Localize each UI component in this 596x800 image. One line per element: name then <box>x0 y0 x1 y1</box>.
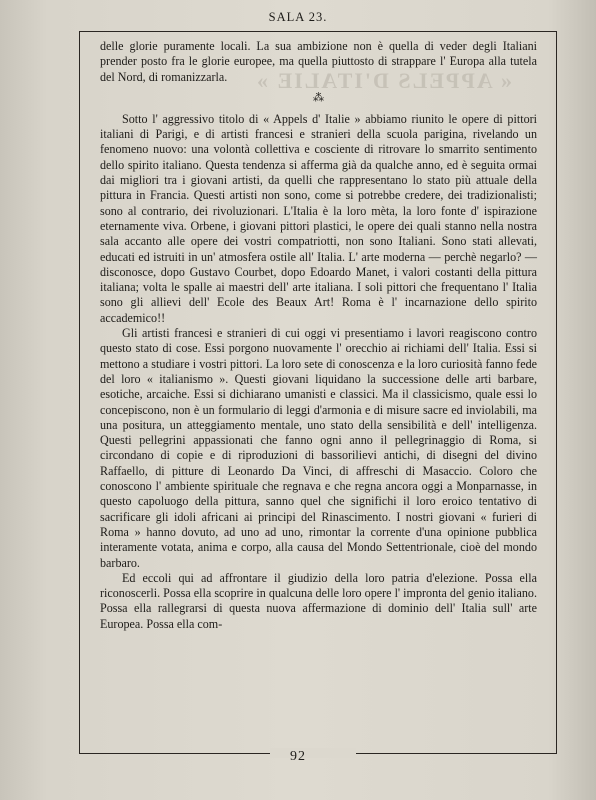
paragraph-3: Gli artisti francesi e stranieri di cui oggi vi presentiamo i lavori reagiscono contro questo stato di cose. Essi porgono nuovamente l' orecchio ai richiami dell' Italia. Essi si mettono a studiare i vostri pittori. La loro sete di conoscenza e la loro curiosità fanno fede del loro « italianismo ». Questi giovani liquidano la successione delle arti barbare, esotiche, arcaiche. Essi si dichiarano umanisti e classici. Ma il classicismo, quale essi lo concepiscono, non è un formulario di leggi d'armonia e di misure sacre ed inviolabili, ma una positura, un atteggiamento mentale, uno stato della sensibilità e dell' intelligenza. Questi pellegrini appassionati che fanno ogni anno il pellegrinaggio di Roma, si circondano di copie e di riproduzioni di bassorilievi antichi, di disegni del divino Raffaello, di pitture di Leonardo Da Vinci, di affreschi di Masaccio. Coloro che conoscono l' ambiente spirituale che regnava e che regna ancora oggi a Monparnasse, in questo capoluogo della pittura, sanno quel che significhi il loro eroico tentativo di sacrificare gli idoli africani ai principi del Rinascimento. I nostri giovani « furieri di Roma » hanno dovuto, ad uno ad uno, rimontar la corrente d'una opinione pubblica interamente votata, anima e corpo, alla causa del Mondo Settentrionale, cioè del mondo barbaro. <box>100 326 537 570</box>
section-asterism: ⁂ <box>313 91 324 104</box>
bleed-through-text: « APPELS D'ITALIE » <box>255 68 513 93</box>
body-text <box>100 39 537 632</box>
paragraph-1: delle glorie puramente locali. La sua ambizione non è quella di veder degli Italiani prender posto fra le glorie europee, ma quella piuttosto di strappare l' Europa alla tutela del Nord, di romanizzarla. <box>100 39 537 84</box>
paragraph-4: Ed eccoli qui ad affrontare il giudizio della loro patria d'elezione. Possa ella riconoscerli. Possa ella scoprire in qualcuna delle loro opere l' impronta del genio italiano. Possa ella rallegrarsi di questa nuova affermazione di dominio dell' Italia sull' arte Europea. Possa ella com- <box>100 570 537 631</box>
page-number: 92 <box>290 749 306 764</box>
running-header: SALA 23. <box>268 10 328 24</box>
paragraph-2: Sotto l' aggressivo titolo di « Appels d' Italie » abbiamo riunito le opere di pittori italiani di Parigi, e di artisti francesi e stranieri della scuola parigina, rivelando un fenomeno nuovo: una volontà collettiva e cosciente di ritrovare lo smarrito sentimento dello spirito italiano. Questa tendenza si afferma già da qualche anno, ed è seguita ormai dai migliori tra i giovani artisti, da quelli che rappresentano lo stato più attuale della pittura in Francia. Questi artisti non sono, come si potrebbe credere, dei tradizionalisti; sono al contrario, dei rivoluzionari. L'Italia è la loro mèta, la loro fonte d' ispirazione eternamente viva. Orbene, i giovani pittori plastici, le opere dei quali stanno nella nostra sala accanto alle opere dei vostri compatriotti, non sono Italiani. Sono stati allevati, educati ed istruiti in un' atmosfera ostile all' Italia. L' arte moderna — perchè negarlo? — disconosce, dopo Gustavo Courbet, dopo Edoardo Manet, i valori costanti della pittura italiana; volta le spalle ai maestri dell' arte italiana. I soli pittori che frequentano l' Italia sono gli allievi dell' Ecole des Beaux Art! Roma è l' incarnazione dello spirito accademico!! <box>100 111 537 325</box>
